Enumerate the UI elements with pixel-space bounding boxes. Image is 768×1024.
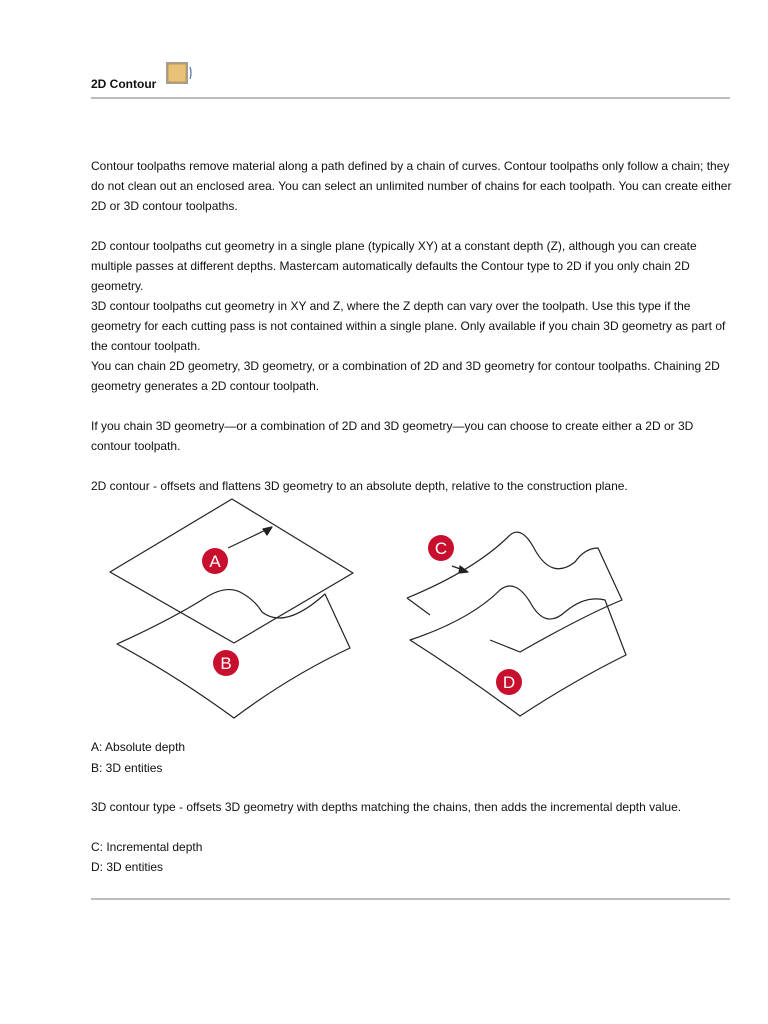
paragraph-2d-toolpaths: 2D contour toolpaths cut geometry in a single plane (typically XY) at a constant depth (Z), although you can create multiple passes at different depths. Mastercam automatically defaults the Contour type to 2D if you only chain 2D geometry. [91,239,697,293]
top-divider [91,97,730,99]
callout-b-label: B [220,654,232,673]
contour-toolpath-icon [165,61,195,85]
callout-a-label: A [209,552,221,571]
legend-item: B: 3D entities [91,761,163,775]
callout-c-label: C [434,539,448,558]
bottom-divider [91,898,730,900]
paragraph-3d-toolpaths: 3D contour toolpaths cut geometry in XY and Z, where the Z depth can vary over the toolpath. Use this type if the geometry for each cutting pass is not contained within a single plane. Only available if you chain 3D geometry as part of the contour toolpath. [91,299,726,353]
page-title: 2D Contour [91,77,157,91]
intro-paragraph: Contour toolpaths remove material along a path defined by a chain of curves. Contour toolpaths only follow a chain; they do not clean out an enclosed area. You can select an unlimited number of chains for each toolpath. You can create either 2D or 3D contour toolpaths. [91,159,732,213]
contour-depth-figure [100,495,640,725]
legend-item: C: Incremental depth [91,840,203,854]
legend-item: A: Absolute depth [91,740,186,754]
paragraph-chain-note: If you chain 3D geometry—or a combination of 2D and 3D geometry—you can choose to create either a 2D or 3D contour toolpath. [91,419,694,453]
paragraph-chaining: You can chain 2D geometry, 3D geometry, or a combination of 2D and 3D geometry for contour toolpaths. Chaining 2D geometry generates a 2D contour toolpath. [91,359,720,393]
paragraph-3d-contour: 3D contour type - offsets 3D geometry with depths matching the chains, then adds the incremental depth value. [91,800,682,814]
paragraph-2d-contour: 2D contour - offsets and flattens 3D geometry to an absolute depth, relative to the construction plane. [91,479,628,493]
legend-item: D: 3D entities [91,860,164,874]
absolute-depth-plane [110,499,353,643]
callout-d-label: D [502,673,516,692]
